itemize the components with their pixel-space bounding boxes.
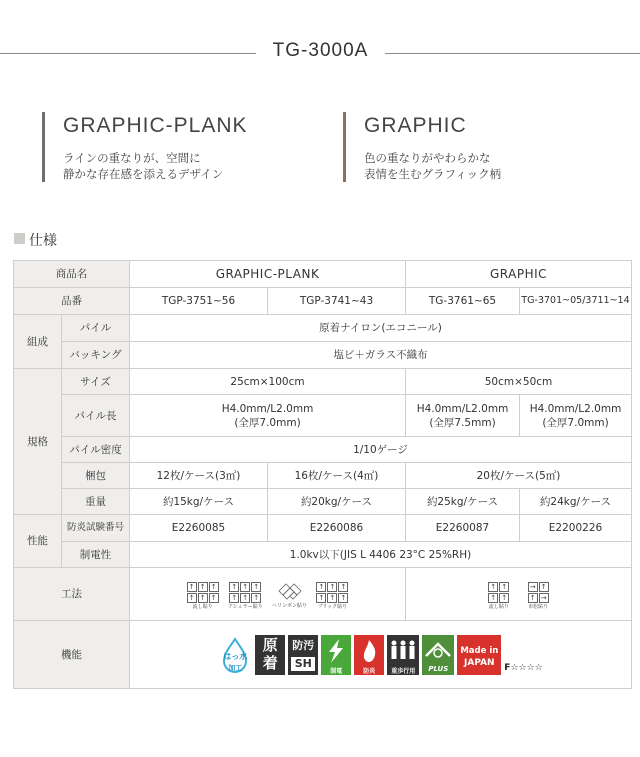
size-value: 25cm×100cm bbox=[130, 369, 406, 395]
feature-desc-line: 静かな存在感を添えるデザイン bbox=[63, 167, 224, 181]
method-caption: ヘリンボン貼り bbox=[272, 602, 308, 609]
density-value: 1/10ゲージ bbox=[130, 437, 632, 463]
feature-desc-line: ラインの重なりが、空間に bbox=[63, 151, 201, 165]
table-row bbox=[14, 542, 632, 568]
product-name-plank: GRAPHIC-PLANK bbox=[130, 261, 406, 288]
formaldehyde-rating-badge: F☆☆☆☆ bbox=[504, 662, 543, 673]
fire-test-label: 防炎試験番号 bbox=[62, 515, 130, 542]
eco-plus-icon: PLUS bbox=[422, 635, 454, 675]
size-value: 50cm×50cm bbox=[406, 369, 632, 395]
standard-label: 規格 bbox=[14, 369, 62, 515]
method-checkerboard bbox=[528, 579, 549, 610]
function-icon-row bbox=[218, 635, 542, 675]
weight-value: 約15kg/ケース bbox=[130, 489, 268, 515]
table-row bbox=[14, 288, 632, 315]
packing-label: 梱包 bbox=[62, 463, 130, 489]
method-straight bbox=[187, 579, 219, 610]
method-brick bbox=[316, 579, 348, 610]
static-label: 制電性 bbox=[62, 542, 130, 568]
product-series-title: TG-3000A bbox=[272, 40, 369, 61]
static-value: 1.0kv以下(JIS L 4406 23°C 25%RH) bbox=[130, 542, 632, 568]
method-caption: 流し貼り bbox=[488, 603, 509, 610]
feature-name: GRAPHIC-PLANK bbox=[63, 114, 248, 137]
pile-length-value bbox=[520, 395, 632, 437]
feature-description bbox=[364, 150, 501, 182]
weight-value: 約24kg/ケース bbox=[520, 489, 632, 515]
pile-length-line: H4.0mm/L2.0mm bbox=[416, 402, 509, 415]
water-repellent-icon: はっ水 加工 bbox=[218, 635, 252, 675]
method-straight bbox=[488, 579, 509, 610]
checkerboard-lay-icon: → ↑ ↑ → bbox=[528, 582, 549, 603]
header-rule-left bbox=[0, 53, 256, 54]
feature-graphic bbox=[343, 112, 603, 182]
method-label: 工法 bbox=[14, 568, 130, 621]
table-row bbox=[14, 515, 632, 542]
feature-desc-line: 色の重なりがやわらかな bbox=[364, 151, 491, 165]
method-herringbone bbox=[272, 580, 307, 609]
product-code: TG-3701~05/3711~14 bbox=[520, 288, 632, 315]
feature-accent-bar bbox=[42, 112, 45, 182]
pile-length-value bbox=[130, 395, 406, 437]
product-code: TGP-3751~56 bbox=[130, 288, 268, 315]
backing-value: 塩ビ＋ガラス不織布 bbox=[130, 342, 632, 369]
product-code: TG-3761~65 bbox=[406, 288, 520, 315]
pile-length-label: パイル長 bbox=[62, 395, 130, 437]
dope-dyed-icon: 原 着 bbox=[255, 635, 285, 675]
pile-value: 原着ナイロン(エコニール) bbox=[130, 315, 632, 342]
product-name-graphic: GRAPHIC bbox=[406, 261, 632, 288]
pile-length-line: H4.0mm/L2.0mm bbox=[529, 402, 622, 415]
table-row bbox=[14, 568, 632, 621]
packing-value: 12枚/ケース(3㎡) bbox=[130, 463, 268, 489]
ashlar-lay-icon: ↑ ↑ ↑ ↑ ↑ ↑ bbox=[229, 582, 261, 603]
pile-length-line: (全厚7.5mm) bbox=[429, 416, 496, 429]
table-row bbox=[14, 463, 632, 489]
density-label: パイル密度 bbox=[62, 437, 130, 463]
pile-label: パイル bbox=[62, 315, 130, 342]
table-row bbox=[14, 315, 632, 342]
table-row bbox=[14, 261, 632, 288]
pile-length-line: H4.0mm/L2.0mm bbox=[221, 402, 314, 415]
table-row bbox=[14, 621, 632, 689]
straight-lay-icon: ↑ ↑ ↑ ↑ ↑ ↑ bbox=[187, 582, 219, 603]
function-icons bbox=[130, 621, 632, 689]
weight-label: 重量 bbox=[62, 489, 130, 515]
page-header bbox=[0, 40, 640, 68]
packing-value: 20枚/ケース(5㎡) bbox=[406, 463, 632, 489]
header-rule-right bbox=[385, 53, 640, 54]
backing-label: バッキング bbox=[62, 342, 130, 369]
feature-graphic-plank bbox=[42, 112, 302, 182]
function-label: 機能 bbox=[14, 621, 130, 689]
product-name-label: 商品名 bbox=[14, 261, 130, 288]
pile-length-line: (全厚7.0mm) bbox=[542, 416, 609, 429]
method-caption: 流し貼り bbox=[192, 603, 213, 610]
antistatic-icon: 制電 bbox=[321, 635, 351, 675]
feature-description bbox=[63, 150, 223, 182]
composition-label: 組成 bbox=[14, 315, 62, 369]
methods-plank bbox=[130, 568, 406, 621]
table-row bbox=[14, 395, 632, 437]
heading-square-icon bbox=[14, 233, 25, 244]
performance-label: 性能 bbox=[14, 515, 62, 568]
packing-value: 16枚/ケース(4㎡) bbox=[268, 463, 406, 489]
method-caption: アシュラー貼り bbox=[227, 603, 263, 610]
brick-lay-icon: ↑ ↑ ↑ ↑ ↑ ↑ bbox=[316, 582, 348, 603]
product-code: TGP-3741~43 bbox=[268, 288, 406, 315]
fire-test-number: E2200226 bbox=[520, 515, 632, 542]
pile-length-line: (全厚7.0mm) bbox=[234, 416, 301, 429]
weight-value: 約25kg/ケース bbox=[406, 489, 520, 515]
made-in-japan-icon: Made in JAPAN bbox=[457, 635, 501, 675]
stain-resistant-icon: 防汚 SH bbox=[288, 635, 318, 675]
weight-value: 約20kg/ケース bbox=[268, 489, 406, 515]
feature-name: GRAPHIC bbox=[364, 114, 467, 137]
herringbone-lay-icon bbox=[275, 580, 305, 602]
table-row bbox=[14, 489, 632, 515]
method-caption: 市松貼り bbox=[528, 603, 549, 610]
fire-test-number: E2260086 bbox=[268, 515, 406, 542]
feature-accent-bar bbox=[343, 112, 346, 182]
method-ashlar bbox=[228, 579, 263, 610]
table-row bbox=[14, 437, 632, 463]
flame-retardant-icon: 防炎 bbox=[354, 635, 384, 675]
spec-table bbox=[13, 260, 632, 689]
spec-heading-text: 仕様 bbox=[29, 233, 57, 249]
table-row bbox=[14, 342, 632, 369]
heavy-traffic-icon: 重歩行用 bbox=[387, 635, 419, 675]
pile-length-value bbox=[406, 395, 520, 437]
product-code-label: 品番 bbox=[14, 288, 130, 315]
fire-test-number: E2260085 bbox=[130, 515, 268, 542]
fire-test-number: E2260087 bbox=[406, 515, 520, 542]
size-label: サイズ bbox=[62, 369, 130, 395]
method-caption: ブリック貼り bbox=[317, 603, 348, 610]
table-row bbox=[14, 369, 632, 395]
straight-lay-icon: ↑ ↑ ↑ ↑ bbox=[488, 582, 509, 603]
methods-graphic bbox=[406, 568, 632, 621]
feature-desc-line: 表情を生むグラフィック柄 bbox=[364, 167, 502, 181]
